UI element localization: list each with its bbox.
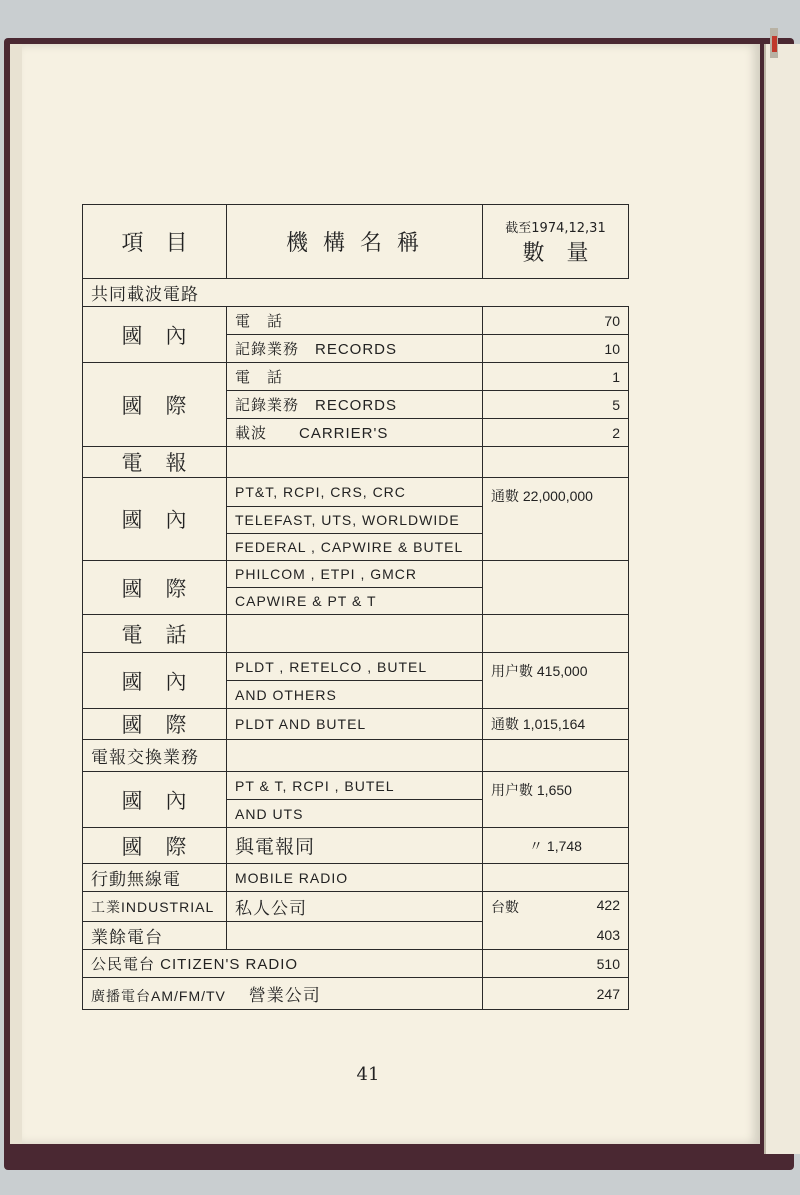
telephone-domestic-qty: 用户數 415,000 (483, 653, 629, 709)
next-page-edge (764, 44, 800, 1154)
table-row (83, 709, 629, 740)
table-row (83, 772, 629, 800)
dom-records-qty: 10 (483, 335, 629, 363)
amateur-label: 業餘電台 (83, 922, 227, 950)
empty-cell (483, 740, 629, 772)
table-header-row (83, 205, 629, 279)
telephone-domestic-org-1: PLDT , RETELCO , BUTEL (227, 653, 483, 681)
citizen-radio-label: 公民電台 CITIZEN'S RADIO (83, 950, 483, 978)
table-row (83, 892, 629, 922)
empty-cell (483, 447, 629, 478)
header-quantity-date: 截至1974,12,31 (505, 220, 606, 236)
telex-domestic-qty: 用户數 1,650 (483, 772, 629, 828)
table-row (83, 828, 629, 864)
international-label: 國 際 (83, 363, 227, 447)
broadcast-cell (83, 978, 483, 1010)
carrier-title: 共同載波電路 (91, 285, 199, 304)
intl-records-qty: 5 (483, 391, 629, 419)
empty-cell (483, 864, 629, 892)
telegraph-intl-label: 國 際 (83, 561, 227, 615)
dom-telephone-qty: 70 (483, 307, 629, 335)
telex-intl-label: 國 際 (83, 828, 227, 864)
telephone-domestic-label: 國 內 (83, 653, 227, 709)
telegraph-label: 電 報 (83, 447, 227, 478)
mobile-radio-label: 行動無線電 (83, 864, 227, 892)
intl-carriers-qty: 2 (483, 419, 629, 447)
citizen-radio-qty: 510 (483, 950, 629, 978)
telephone-intl-label: 國 際 (83, 709, 227, 740)
telegraph-domestic-qty: 通數 22,000,000 (483, 478, 629, 561)
telephone-intl-qty: 通數 1,015,164 (483, 709, 629, 740)
telex-domestic-org-1: PT & T, RCPI , BUTEL (227, 772, 483, 800)
table-row (83, 447, 629, 478)
table-row (83, 950, 629, 978)
telex-intl-org: 與電報同 (227, 828, 483, 864)
telegraph-domestic-org-3: FEDERAL , CAPWIRE & BUTEL (227, 534, 483, 561)
carrier-title-cell (83, 279, 629, 307)
intl-telephone: 電 話 (227, 363, 483, 391)
page-number: 41 (356, 1064, 380, 1085)
header-item: 項 目 (83, 205, 227, 279)
telex-intl-qty: 〃 1,748 (483, 828, 629, 864)
telegraph-intl-org-2: CAPWIRE & PT & T (227, 588, 483, 615)
table-row (83, 740, 629, 772)
empty-cell (483, 561, 629, 615)
telex-domestic-label: 國 內 (83, 772, 227, 828)
empty-cell (227, 447, 483, 478)
intl-telephone-qty: 1 (483, 363, 629, 391)
statistics-table (82, 204, 629, 1010)
table-row (83, 561, 629, 588)
header-quantity-label: 數 量 (522, 240, 589, 266)
table-row (83, 653, 629, 681)
broadcast-qty: 247 (483, 978, 629, 1010)
empty-cell (227, 922, 483, 950)
industrial-label: 工業INDUSTRIAL (83, 892, 227, 922)
table-row (83, 978, 629, 1010)
telegraph-domestic-label: 國 內 (83, 478, 227, 561)
telegraph-intl-org-1: PHILCOM , ETPI , GMCR (227, 561, 483, 588)
amateur-qty: 403 (483, 922, 629, 950)
empty-cell (483, 615, 629, 653)
intl-carriers: 載波 CARRIER'S (227, 419, 483, 447)
domestic-label: 國 內 (83, 307, 227, 363)
telex-label: 電報交換業務 (83, 740, 227, 772)
telephone-domestic-org-2: AND OTHERS (227, 681, 483, 709)
empty-cell (227, 615, 483, 653)
table-row (83, 922, 629, 950)
telephone-label: 電 話 (83, 615, 227, 653)
industrial-org: 私人公司 (227, 892, 483, 922)
telex-domestic-org-2: AND UTS (227, 800, 483, 828)
industrial-qty-cell (483, 892, 629, 922)
bookmark-ribbon (772, 36, 777, 52)
table-row (83, 478, 629, 507)
telegraph-domestic-org-2: TELEFAST, UTS, WORLDWIDE (227, 507, 483, 534)
table-row (83, 864, 629, 892)
header-quantity (483, 205, 629, 279)
industrial-qty-label: 台數 (491, 898, 519, 915)
industrial-qty: 422 (596, 896, 620, 913)
table-row (83, 279, 629, 307)
header-organization: 機 構 名 稱 (227, 205, 483, 279)
empty-cell (227, 740, 483, 772)
table-row (83, 307, 629, 335)
dom-telephone: 電 話 (227, 307, 483, 335)
broadcast-label: 廣播電台AM/FM/TV (91, 988, 226, 1004)
mobile-radio-org: MOBILE RADIO (227, 864, 483, 892)
broadcast-org: 營業公司 (248, 986, 321, 1005)
dom-records: 記錄業務 RECORDS (227, 335, 483, 363)
table-row (83, 363, 629, 391)
table-row (83, 615, 629, 653)
intl-records: 記錄業務 RECORDS (227, 391, 483, 419)
telegraph-domestic-org-1: PT&T, RCPI, CRS, CRC (227, 478, 483, 507)
telephone-intl-org: PLDT AND BUTEL (227, 709, 483, 740)
